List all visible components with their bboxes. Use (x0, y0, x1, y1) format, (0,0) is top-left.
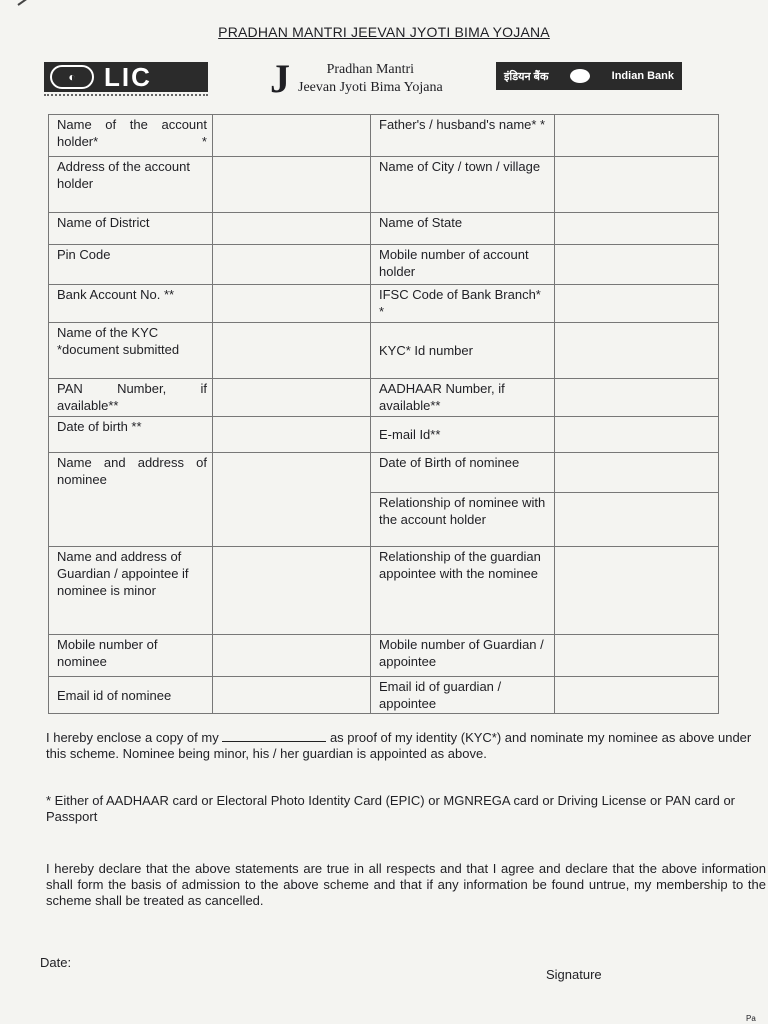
field-label: Address of the account holder (49, 157, 213, 213)
field-label: Name of City / town / village (371, 157, 555, 213)
field-label: Father's / husband's name* * (371, 115, 555, 157)
field-label: PAN Number, if available** (49, 379, 213, 417)
field-label: Email id of guardian / appointee (371, 677, 555, 714)
field-label: Email id of nominee (49, 677, 213, 714)
field-label: IFSC Code of Bank Branch* * (371, 285, 555, 323)
form-row (49, 213, 719, 245)
nominee-relationship-field[interactable] (555, 493, 719, 547)
kyc-declaration (46, 729, 766, 762)
application-form-table (48, 114, 719, 714)
account-holder-name-field[interactable] (213, 115, 371, 157)
declaration-text-a: I hereby enclose a copy of my (46, 730, 219, 745)
form-row (49, 285, 719, 323)
kyc-document-field[interactable] (213, 323, 371, 379)
lic-logo-text: LIC (104, 61, 152, 92)
field-label: Mobile number of account holder (371, 245, 555, 285)
kyc-document-blank[interactable] (222, 729, 326, 742)
account-holder-mobile-field[interactable] (555, 245, 719, 285)
lic-logo-subtext (44, 94, 208, 100)
field-label: Bank Account No. ** (49, 285, 213, 323)
nominee-mobile-field[interactable] (213, 635, 371, 677)
field-label: Name and address of Guardian / appointee if nominee is minor (49, 547, 213, 635)
guardian-name-address-field[interactable] (213, 547, 371, 635)
bank-logo-subtext (496, 94, 682, 104)
state-field[interactable] (555, 213, 719, 245)
scheme-logo-line2: Jeevan Jyoti Bima Yojana (298, 80, 443, 95)
kyc-footnote: * Either of AADHAAR card or Electoral Photo Identity Card (EPIC) or MGNREGA card or Driving License or PAN card or Passport (46, 793, 736, 824)
field-label: Relationship of nominee with the account holder (371, 493, 555, 547)
aadhaar-number-field[interactable] (555, 379, 719, 417)
bank-name-hindi: इंडियन बैंक (504, 70, 549, 83)
field-label: Date of Birth of nominee (371, 453, 555, 493)
field-label: KYC* Id number (371, 323, 555, 379)
indian-bank-logo (496, 62, 682, 90)
field-label: E-mail Id** (371, 417, 555, 453)
field-label: Name of the KYC *document submitted (49, 323, 213, 379)
form-row (49, 453, 719, 493)
date-label: Date: (40, 955, 72, 970)
father-husband-name-field[interactable] (555, 115, 719, 157)
kyc-id-number-field[interactable] (555, 323, 719, 379)
field-label: Name of the account holder* * (49, 115, 213, 157)
field-label: Name of District (49, 213, 213, 245)
pen-mark (17, 0, 41, 6)
field-label: Name and address of nominee (49, 453, 213, 547)
field-label: Name of State (371, 213, 555, 245)
scheme-logo (270, 58, 454, 100)
form-row (49, 547, 719, 635)
field-label: Date of birth ** (49, 417, 213, 453)
email-id-field[interactable] (555, 417, 719, 453)
lic-emblem-icon: ◐ (50, 65, 94, 89)
bank-name: Indian Bank (611, 70, 674, 82)
field-label: Mobile number of Guardian / appointee (371, 635, 555, 677)
field-label: Relationship of the guardian appointee with the nominee (371, 547, 555, 635)
nominee-name-address-field[interactable] (213, 453, 371, 547)
signature-label: Signature (546, 967, 602, 982)
pan-number-field[interactable] (213, 379, 371, 417)
bank-emblem-icon (570, 69, 590, 83)
form-row (49, 635, 719, 677)
declaration-text-b: as proof of my identity (KYC*) and nominate my nominee as above under this scheme. Nominee being minor, his / her guardian is appointed as above. (46, 730, 752, 761)
ifsc-code-field[interactable] (555, 285, 719, 323)
form-row (49, 115, 719, 157)
form-title: PRADHAN MANTRI JEEVAN JYOTI BIMA YOJANA (218, 24, 550, 40)
guardian-mobile-field[interactable] (555, 635, 719, 677)
field-label: AADHAAR Number, if available** (371, 379, 555, 417)
form-row (49, 677, 719, 714)
form-row (49, 245, 719, 285)
city-town-village-field[interactable] (555, 157, 719, 213)
nominee-date-of-birth-field[interactable] (555, 453, 719, 493)
nominee-email-field[interactable] (213, 677, 371, 714)
form-row (49, 323, 719, 379)
date-of-birth-field[interactable] (213, 417, 371, 453)
page-marker: Pa (746, 1014, 756, 1023)
field-label: Mobile number of nominee (49, 635, 213, 677)
form-row (49, 157, 719, 213)
scheme-j-icon: J (270, 56, 290, 101)
address-field[interactable] (213, 157, 371, 213)
district-field[interactable] (213, 213, 371, 245)
lic-logo (44, 62, 208, 92)
guardian-relationship-field[interactable] (555, 547, 719, 635)
form-row (49, 379, 719, 417)
guardian-email-field[interactable] (555, 677, 719, 714)
field-label: Pin Code (49, 245, 213, 285)
pin-code-field[interactable] (213, 245, 371, 285)
scheme-logo-line1: Pradhan Mantri (326, 62, 415, 77)
bank-account-number-field[interactable] (213, 285, 371, 323)
form-row (49, 417, 719, 453)
membership-declaration: I hereby declare that the above statements are true in all respects and that I agree and declare that the above information shall form the basis of admission to the above scheme and that if any information be found untrue, my membership to the scheme shall be treated as cancelled. (46, 861, 766, 908)
